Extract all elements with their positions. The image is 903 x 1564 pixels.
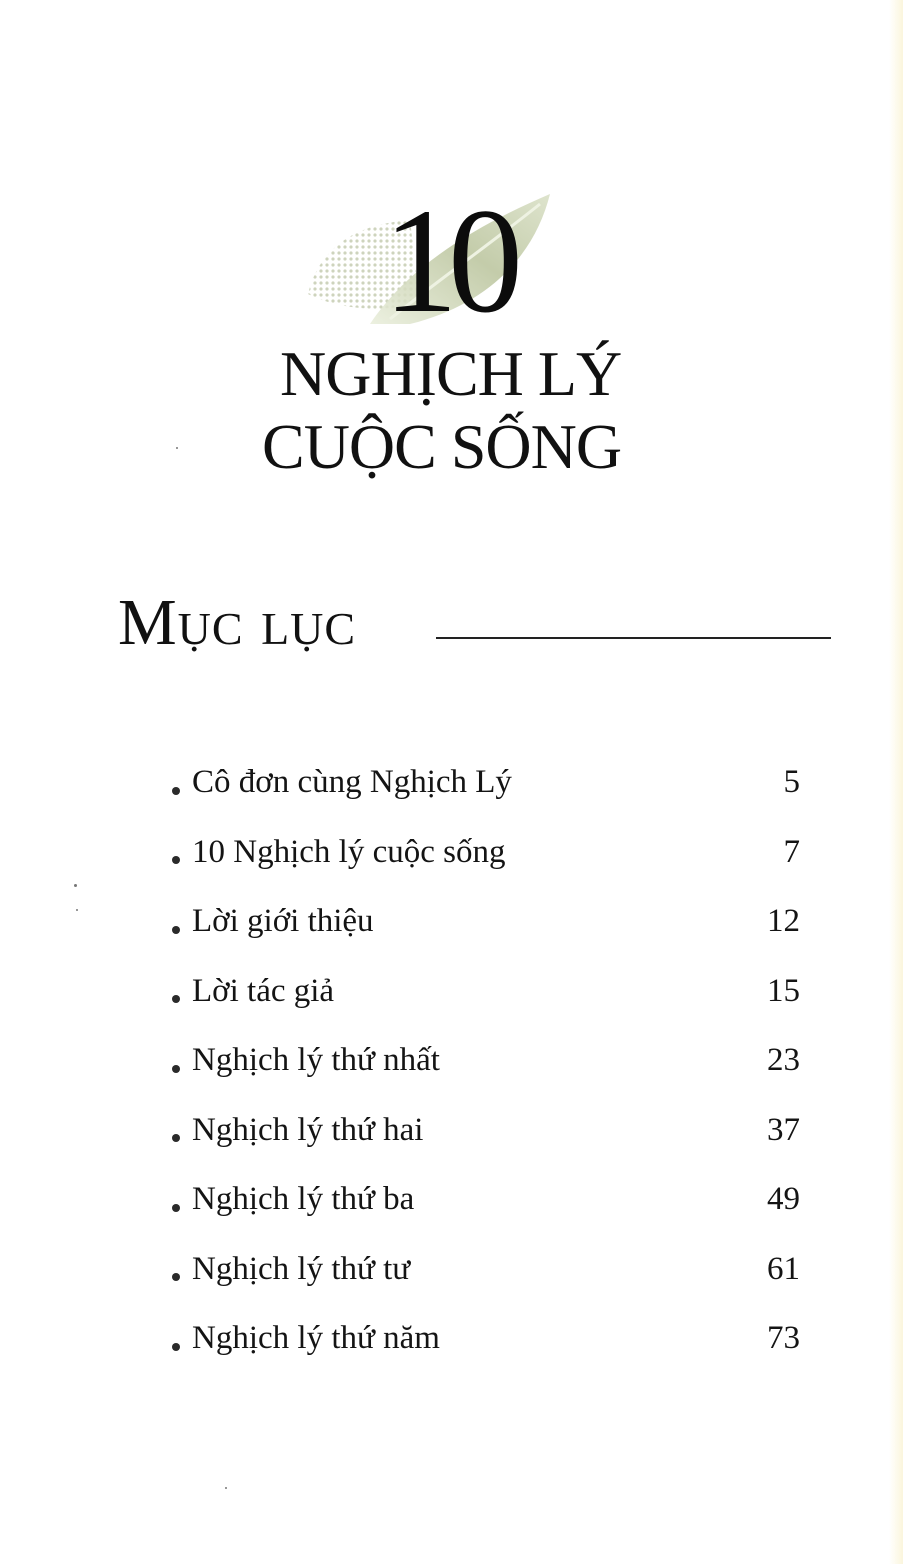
scan-speck — [225, 1487, 227, 1489]
toc-entry-page: 12 — [767, 903, 800, 940]
bullet-icon — [172, 926, 180, 934]
toc-entry-label: 10 Nghịch lý cuộc sống — [192, 833, 506, 870]
toc-entry[interactable] — [172, 957, 800, 1027]
bullet-icon — [172, 787, 180, 795]
toc-entry-page: 23 — [767, 1042, 800, 1079]
toc-entry[interactable] — [172, 1304, 800, 1374]
bullet-icon — [172, 995, 180, 1003]
toc-entry[interactable] — [172, 1235, 800, 1305]
toc-header — [118, 585, 838, 665]
bullet-icon — [172, 1134, 180, 1142]
toc-entry-page: 73 — [767, 1320, 800, 1357]
scan-speck — [176, 447, 178, 449]
toc-entry-label: Nghịch lý thứ năm — [192, 1320, 440, 1357]
toc-entry-page: 37 — [767, 1111, 800, 1148]
scan-speck — [74, 884, 77, 887]
toc-entry-page: 15 — [767, 972, 800, 1009]
toc-entry-label: Cô đơn cùng Nghịch Lý — [192, 764, 512, 801]
toc-entry[interactable] — [172, 1165, 800, 1235]
scan-speck — [76, 909, 78, 911]
bullet-icon — [172, 1273, 180, 1281]
toc-list — [172, 748, 800, 1374]
toc-entry[interactable] — [172, 818, 800, 888]
toc-entry[interactable] — [172, 1026, 800, 1096]
book-number: 10 — [383, 178, 513, 344]
book-title-line2: CUỘC SỐNG — [262, 411, 622, 482]
title-block — [0, 180, 903, 500]
bullet-icon — [172, 856, 180, 864]
toc-entry[interactable] — [172, 1096, 800, 1166]
toc-entry-page: 49 — [767, 1181, 800, 1218]
toc-entry-label: Lời tác giả — [192, 972, 335, 1009]
toc-entry-label: Nghịch lý thứ tư — [192, 1250, 411, 1287]
toc-entry-page: 7 — [783, 833, 800, 870]
bullet-icon — [172, 1204, 180, 1212]
toc-entry-label: Nghịch lý thứ nhất — [192, 1042, 440, 1079]
toc-heading-rule — [436, 637, 831, 639]
toc-entry[interactable] — [172, 748, 800, 818]
toc-entry-label: Nghịch lý thứ hai — [192, 1111, 424, 1148]
toc-entry-label: Lời giới thiệu — [192, 903, 374, 940]
book-title-line1: NGHỊCH LÝ — [280, 338, 622, 409]
bullet-icon — [172, 1065, 180, 1073]
toc-heading: Mục lục — [118, 586, 357, 659]
bullet-icon — [172, 1343, 180, 1351]
toc-entry-label: Nghịch lý thứ ba — [192, 1181, 415, 1218]
toc-entry-page: 61 — [767, 1250, 800, 1287]
toc-entry-page: 5 — [783, 764, 800, 801]
toc-entry[interactable] — [172, 887, 800, 957]
